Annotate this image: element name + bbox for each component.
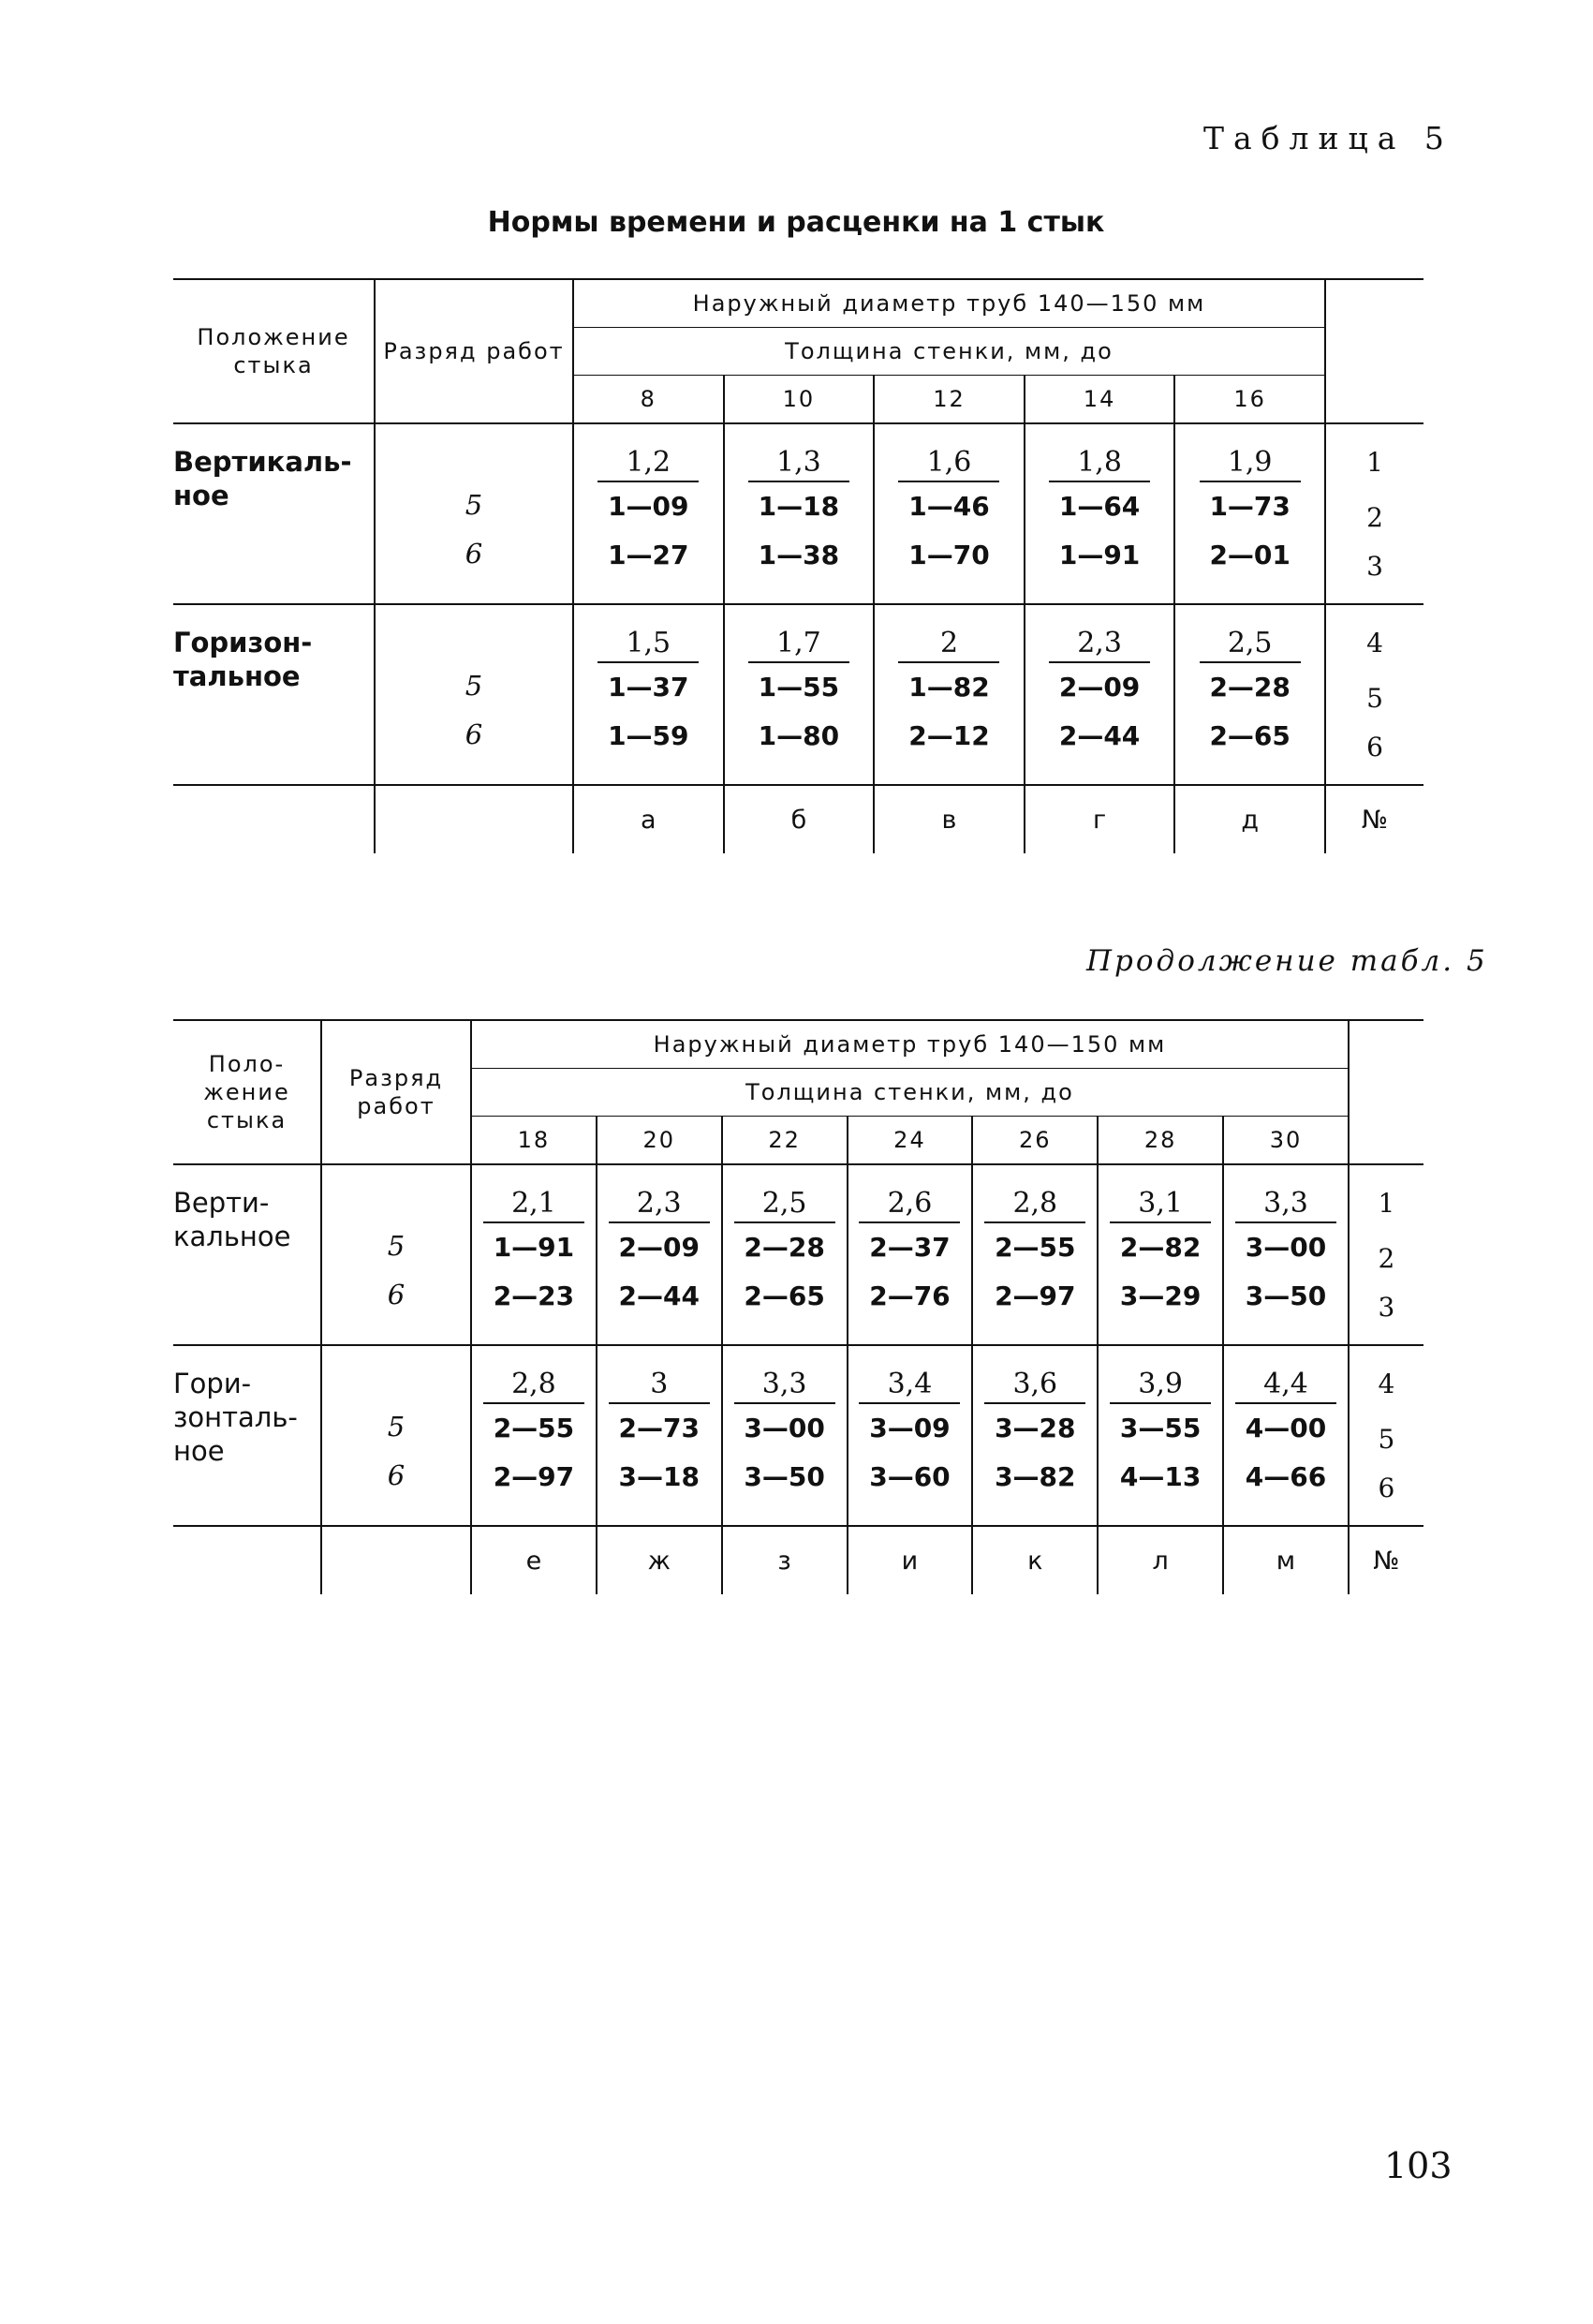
table-row — [173, 1345, 1423, 1526]
letter-blank — [375, 785, 573, 853]
value-cell — [597, 1345, 722, 1526]
time-norm: 2,3 — [1049, 626, 1150, 663]
value-cell — [874, 423, 1025, 604]
time-norm: 2,3 — [609, 1186, 710, 1223]
thickness-value: 14 — [1025, 376, 1175, 424]
price-grade-6: 1—38 — [758, 540, 840, 570]
column-letters-row — [173, 1526, 1423, 1594]
grade-value: 6 — [465, 718, 483, 750]
value-cell — [1223, 1345, 1349, 1526]
row-number: 3 — [1366, 551, 1383, 582]
time-norm: 4,4 — [1235, 1367, 1336, 1404]
value-cell — [1025, 604, 1175, 785]
thickness-value: 20 — [597, 1117, 722, 1165]
price-grade-5: 1—37 — [608, 672, 689, 703]
value-cell — [972, 1345, 1098, 1526]
value-cell — [1098, 1345, 1223, 1526]
time-norm: 2,1 — [483, 1186, 584, 1223]
price-grade-5: 2—09 — [618, 1232, 700, 1263]
thickness-value: 28 — [1098, 1117, 1223, 1165]
grade-value: 6 — [387, 1459, 406, 1491]
value-cell — [724, 604, 875, 785]
value-cell — [1174, 604, 1325, 785]
column-letter: д — [1174, 785, 1325, 853]
value-cell — [724, 423, 875, 604]
price-grade-5: 1—09 — [608, 491, 689, 522]
column-letter: г — [1025, 785, 1175, 853]
row-number: 4 — [1378, 1369, 1395, 1399]
row-number: 1 — [1366, 447, 1383, 478]
thickness-value: 30 — [1223, 1117, 1349, 1165]
col-position-header: Положение стыка — [173, 279, 375, 423]
page-number: 103 — [1384, 2145, 1453, 2186]
price-grade-5: 1—91 — [493, 1232, 575, 1263]
thickness-header: Толщина стенки, мм, до — [471, 1069, 1349, 1117]
letter-blank — [321, 1526, 471, 1594]
number-sign: № — [1349, 1526, 1423, 1594]
price-grade-6: 1—91 — [1058, 540, 1141, 570]
price-grade-6: 1—80 — [758, 720, 840, 751]
price-grade-5: 3—55 — [1119, 1413, 1202, 1443]
price-grade-5: 1—64 — [1058, 491, 1141, 522]
column-letter: л — [1098, 1526, 1223, 1594]
time-norm: 1,3 — [748, 445, 849, 482]
time-norm: 2 — [898, 626, 999, 663]
price-grade-5: 1—82 — [908, 672, 990, 703]
grade-value: 5 — [465, 670, 483, 702]
row-number: 6 — [1366, 732, 1383, 762]
price-grade-6: 2—76 — [869, 1280, 951, 1311]
price-grade-6: 2—97 — [493, 1461, 575, 1492]
value-cell — [573, 604, 724, 785]
header-row — [173, 279, 1423, 328]
column-letter: а — [573, 785, 724, 853]
grade-value: 5 — [387, 1230, 406, 1262]
value-cell — [597, 1164, 722, 1345]
thickness-header: Толщина стенки, мм, до — [573, 328, 1325, 376]
row-numbers-cell — [1349, 1164, 1423, 1345]
norms-table-1 — [173, 278, 1423, 853]
column-letter: б — [724, 785, 875, 853]
grade-value: 6 — [465, 538, 483, 570]
value-cell — [874, 604, 1025, 785]
diameter-header: Наружный диаметр труб 140—150 мм — [471, 1020, 1349, 1069]
thickness-value: 24 — [848, 1117, 973, 1165]
price-grade-6: 2—12 — [908, 720, 990, 751]
price-grade-5: 2—28 — [744, 1232, 825, 1263]
table-row — [173, 1164, 1423, 1345]
row-number: 5 — [1366, 683, 1383, 714]
row-number: 4 — [1366, 628, 1383, 659]
letter-blank — [173, 1526, 321, 1594]
column-letter: в — [874, 785, 1025, 853]
price-grade-5: 2—28 — [1209, 672, 1291, 703]
grade-cell — [375, 604, 573, 785]
price-grade-5: 2—55 — [995, 1232, 1076, 1263]
row-number: 6 — [1378, 1473, 1395, 1503]
price-grade-6: 3—50 — [744, 1461, 825, 1492]
price-grade-5: 3—09 — [869, 1413, 951, 1443]
price-grade-6: 1—59 — [608, 720, 689, 751]
price-grade-5: 2—73 — [618, 1413, 700, 1443]
thickness-value: 8 — [573, 376, 724, 424]
column-letter: м — [1223, 1526, 1349, 1594]
price-grade-6: 1—27 — [608, 540, 689, 570]
column-letters-row — [173, 785, 1423, 853]
col-grade-header: Разряд работ — [375, 279, 573, 423]
price-grade-6: 4—66 — [1245, 1461, 1327, 1492]
time-norm: 2,8 — [483, 1367, 584, 1404]
price-grade-5: 4—00 — [1245, 1413, 1327, 1443]
price-grade-5: 2—09 — [1058, 672, 1141, 703]
price-grade-6: 3—50 — [1245, 1280, 1327, 1311]
time-norm: 2,6 — [859, 1186, 960, 1223]
diameter-header: Наружный диаметр труб 140—150 мм — [573, 279, 1325, 328]
grade-cell — [375, 423, 573, 604]
row-number: 1 — [1378, 1188, 1395, 1219]
table-title: Нормы времени и расценки на 1 стык — [487, 206, 1105, 239]
column-letter: з — [722, 1526, 848, 1594]
thickness-value: 22 — [722, 1117, 848, 1165]
grade-value: 5 — [387, 1411, 406, 1443]
value-cell — [848, 1164, 973, 1345]
value-cell — [1174, 423, 1325, 604]
position-cell: Гори- зонталь- ное — [173, 1345, 321, 1526]
value-cell — [722, 1345, 848, 1526]
price-grade-6: 3—29 — [1119, 1280, 1202, 1311]
time-norm: 2,5 — [1200, 626, 1301, 663]
time-norm: 3,3 — [734, 1367, 835, 1404]
price-grade-6: 2—97 — [995, 1280, 1076, 1311]
num-header-blank — [1325, 279, 1423, 423]
value-cell — [1098, 1164, 1223, 1345]
position-cell: Верти- кальное — [173, 1164, 321, 1345]
continuation-label: Продолжение табл. 5 — [1086, 944, 1488, 978]
price-grade-6: 3—60 — [869, 1461, 951, 1492]
price-grade-5: 1—46 — [908, 491, 990, 522]
value-cell — [471, 1164, 597, 1345]
row-number: 3 — [1378, 1292, 1395, 1323]
value-cell — [471, 1345, 597, 1526]
time-norm: 1,7 — [748, 626, 849, 663]
price-grade-6: 2—65 — [1209, 720, 1291, 751]
price-grade-5: 2—55 — [493, 1413, 575, 1443]
value-cell — [722, 1164, 848, 1345]
thickness-value: 26 — [972, 1117, 1098, 1165]
time-norm: 1,2 — [597, 445, 699, 482]
grade-value: 5 — [465, 489, 483, 521]
time-norm: 1,8 — [1049, 445, 1150, 482]
row-numbers-cell — [1325, 423, 1423, 604]
price-grade-6: 2—44 — [618, 1280, 700, 1311]
value-cell — [1025, 423, 1175, 604]
row-numbers-cell — [1325, 604, 1423, 785]
row-number: 2 — [1366, 502, 1383, 533]
row-number: 5 — [1378, 1424, 1395, 1455]
table-row — [173, 604, 1423, 785]
num-header-blank — [1349, 1020, 1423, 1164]
col-position-header: Поло- жение стыка — [173, 1020, 321, 1164]
price-grade-5: 1—55 — [758, 672, 840, 703]
table-row — [173, 423, 1423, 604]
time-norm: 3,4 — [859, 1367, 960, 1404]
position-cell: Горизон- тальное — [173, 604, 375, 785]
time-norm: 3,6 — [984, 1367, 1085, 1404]
time-norm: 3 — [609, 1367, 710, 1404]
column-letter: ж — [597, 1526, 722, 1594]
grade-cell — [321, 1345, 471, 1526]
price-grade-6: 2—44 — [1058, 720, 1141, 751]
price-grade-6: 1—70 — [908, 540, 990, 570]
time-norm: 3,1 — [1110, 1186, 1211, 1223]
price-grade-5: 3—28 — [995, 1413, 1076, 1443]
grade-value: 6 — [387, 1279, 406, 1310]
price-grade-5: 3—00 — [744, 1413, 825, 1443]
price-grade-6: 4—13 — [1119, 1461, 1202, 1492]
time-norm: 2,5 — [734, 1186, 835, 1223]
column-letter: е — [471, 1526, 597, 1594]
price-grade-6: 2—65 — [744, 1280, 825, 1311]
time-norm: 3,9 — [1110, 1367, 1211, 1404]
col-grade-header: Разряд работ — [321, 1020, 471, 1164]
time-norm: 3,3 — [1235, 1186, 1336, 1223]
thickness-value: 18 — [471, 1117, 597, 1165]
number-sign: № — [1325, 785, 1423, 853]
price-grade-5: 1—73 — [1209, 491, 1291, 522]
time-norm: 1,9 — [1200, 445, 1301, 482]
letter-blank — [173, 785, 375, 853]
time-norm: 1,6 — [898, 445, 999, 482]
grade-cell — [321, 1164, 471, 1345]
row-numbers-cell — [1349, 1345, 1423, 1526]
price-grade-6: 3—18 — [618, 1461, 700, 1492]
value-cell — [573, 423, 724, 604]
price-grade-5: 3—00 — [1245, 1232, 1327, 1263]
thickness-value: 10 — [724, 376, 875, 424]
thickness-value: 16 — [1174, 376, 1325, 424]
column-letter: и — [848, 1526, 973, 1594]
time-norm: 2,8 — [984, 1186, 1085, 1223]
value-cell — [848, 1345, 973, 1526]
row-number: 2 — [1378, 1243, 1395, 1274]
value-cell — [972, 1164, 1098, 1345]
price-grade-5: 2—37 — [869, 1232, 951, 1263]
header-row — [173, 1020, 1423, 1069]
price-grade-6: 2—23 — [493, 1280, 575, 1311]
column-letter: к — [972, 1526, 1098, 1594]
time-norm: 1,5 — [597, 626, 699, 663]
position-cell: Вертикаль- ное — [173, 423, 375, 604]
price-grade-6: 3—82 — [995, 1461, 1076, 1492]
table-label: Таблица 5 — [1203, 120, 1453, 156]
price-grade-5: 2—82 — [1119, 1232, 1202, 1263]
price-grade-5: 1—18 — [758, 491, 840, 522]
norms-table-2 — [173, 1019, 1423, 1594]
thickness-value: 12 — [874, 376, 1025, 424]
price-grade-6: 2—01 — [1209, 540, 1291, 570]
value-cell — [1223, 1164, 1349, 1345]
